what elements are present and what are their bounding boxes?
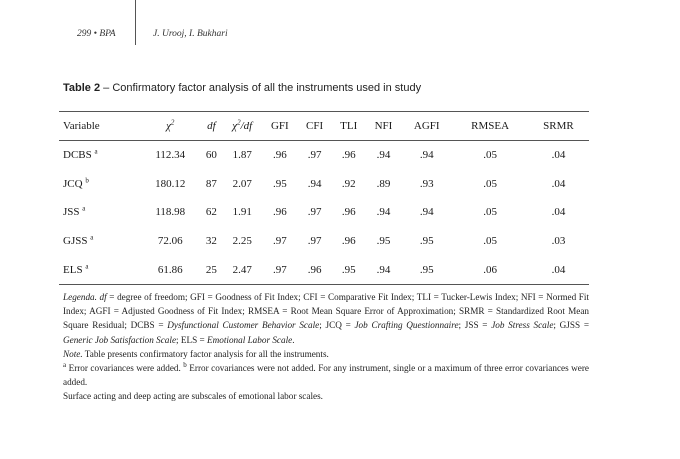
cell-gfi: .95 xyxy=(272,177,287,190)
header-tli: TLI xyxy=(340,120,358,132)
cell-tli: .92 xyxy=(341,177,356,190)
table-row xyxy=(59,141,589,170)
header-variable: Variable xyxy=(63,120,100,132)
cell-tli: .96 xyxy=(341,149,356,162)
cell-chi2-df: 1.87 xyxy=(232,149,252,162)
cell-chi2: 112.34 xyxy=(155,149,186,162)
cell-tli: .96 xyxy=(341,206,356,219)
table-row xyxy=(59,170,589,199)
cell-chi2-df: 2.47 xyxy=(232,263,252,276)
cell-cfi: .97 xyxy=(307,149,322,162)
cell-variable: DCBS $^a$ xyxy=(63,147,98,162)
running-authors: J. Urooj, I. Bukhari xyxy=(153,29,228,39)
header-srmr: SRMR xyxy=(543,120,574,132)
cell-gfi: .97 xyxy=(272,235,287,248)
table-row xyxy=(59,255,589,284)
cell-variable: ELS $^a$ xyxy=(63,262,89,276)
cell-nfi: .95 xyxy=(376,235,391,248)
header-chi2-df: $\chi^2/df$ xyxy=(232,118,253,132)
cell-variable: JSS $^a$ xyxy=(63,204,86,219)
general-note: Note. Table presents confirmatory factor analysis for all the instruments. xyxy=(63,348,329,359)
table-caption-text: – Confirmatory factor analysis of all the instruments used in study xyxy=(100,82,422,94)
cell-chi2: 118.98 xyxy=(155,206,186,219)
cell-srmr: .03 xyxy=(551,235,566,248)
header-chi2: $\chi^2$ xyxy=(166,118,175,132)
cell-cfi: .97 xyxy=(307,235,322,248)
cell-df: 32 xyxy=(205,235,217,248)
running-head xyxy=(0,0,680,45)
page-number: 299 • BPA xyxy=(77,29,116,39)
cell-nfi: .89 xyxy=(376,177,391,190)
table-header-row xyxy=(59,112,589,141)
cell-df: 87 xyxy=(205,177,217,190)
cell-rmsea: .05 xyxy=(483,177,497,190)
header-gfi: GFI xyxy=(270,120,289,132)
cell-tli: .95 xyxy=(341,263,356,276)
header-cfi: CFI xyxy=(306,120,324,132)
cell-variable: GJSS $^a$ xyxy=(63,233,94,248)
cell-nfi: .94 xyxy=(376,149,391,162)
header-rmsea: RMSEA xyxy=(471,120,510,132)
header-nfi: NFI xyxy=(374,120,393,132)
cell-nfi: .94 xyxy=(376,206,391,219)
table-row xyxy=(59,198,589,227)
cell-df: 60 xyxy=(205,149,217,162)
cell-chi2: 61.86 xyxy=(157,263,183,276)
cell-cfi: .96 xyxy=(307,263,322,276)
cell-cfi: .94 xyxy=(307,177,322,190)
cell-chi2-df: 2.25 xyxy=(232,235,252,248)
cell-cfi: .97 xyxy=(307,206,322,219)
cell-srmr: .04 xyxy=(551,149,566,162)
cell-gfi: .96 xyxy=(272,149,287,162)
cell-chi2: 180.12 xyxy=(155,177,186,190)
table-label: Table 2 xyxy=(63,82,101,94)
cell-gfi: .97 xyxy=(272,263,287,276)
cell-nfi: .94 xyxy=(376,263,391,276)
covariance-note: $^a$ Error covariances were added. $^b$ Error covariances were not added. For any instrument, single or a maximum of three error covariances were added. xyxy=(63,360,589,388)
cell-agfi: .94 xyxy=(419,206,434,219)
cell-agfi: .94 xyxy=(419,149,434,162)
cfa-table xyxy=(59,111,589,285)
cell-agfi: .93 xyxy=(419,177,434,190)
header-divider xyxy=(135,0,136,45)
cell-tli: .96 xyxy=(341,235,356,248)
table-caption xyxy=(63,82,421,94)
cell-srmr: .04 xyxy=(551,263,566,276)
cell-rmsea: .05 xyxy=(483,149,497,162)
cell-srmr: .04 xyxy=(551,177,566,190)
cfa-table-container xyxy=(59,111,589,285)
header-agfi: AGFI xyxy=(413,120,440,132)
cell-chi2: 72.06 xyxy=(157,235,183,248)
cell-chi2-df: 1.91 xyxy=(232,206,252,219)
cell-variable: JCQ $^b$ xyxy=(63,176,89,190)
table-notes xyxy=(63,290,589,404)
cell-chi2-df: 2.07 xyxy=(232,177,252,190)
subscale-note: Surface acting and deep acting are subscales of emotional labor scales. xyxy=(63,391,323,402)
legend-note: Legenda. df = degree of freedom; GFI = Goodness of Fit Index; CFI = Comparative Fit Index; TLI = Tucker-Lewis Index; NFI = Normed Fit Index; AGFI = Adjusted Goodness of Fit Index; RMSEA = Root Mean Square Error of Approximation; SRMR = Standardized Root Mean Square Residual; DCBS = Dysfunctional Customer Behavior Scale; JCQ = Job Crafting Questionnaire; JSS = Job Stress Scale; GJSS = Generic Job Satisfaction Scale; ELS = Emotional Labor Scale. xyxy=(63,292,590,345)
cell-df: 62 xyxy=(205,206,217,219)
cell-df: 25 xyxy=(205,263,217,276)
cell-gfi: .96 xyxy=(272,206,287,219)
table-row xyxy=(59,227,589,256)
cell-agfi: .95 xyxy=(419,235,434,248)
cell-srmr: .04 xyxy=(551,206,566,219)
cell-agfi: .95 xyxy=(419,263,434,276)
cell-rmsea: .05 xyxy=(483,206,497,219)
header-df: df xyxy=(207,120,216,132)
cell-rmsea: .06 xyxy=(483,263,497,276)
cell-rmsea: .05 xyxy=(483,235,497,248)
